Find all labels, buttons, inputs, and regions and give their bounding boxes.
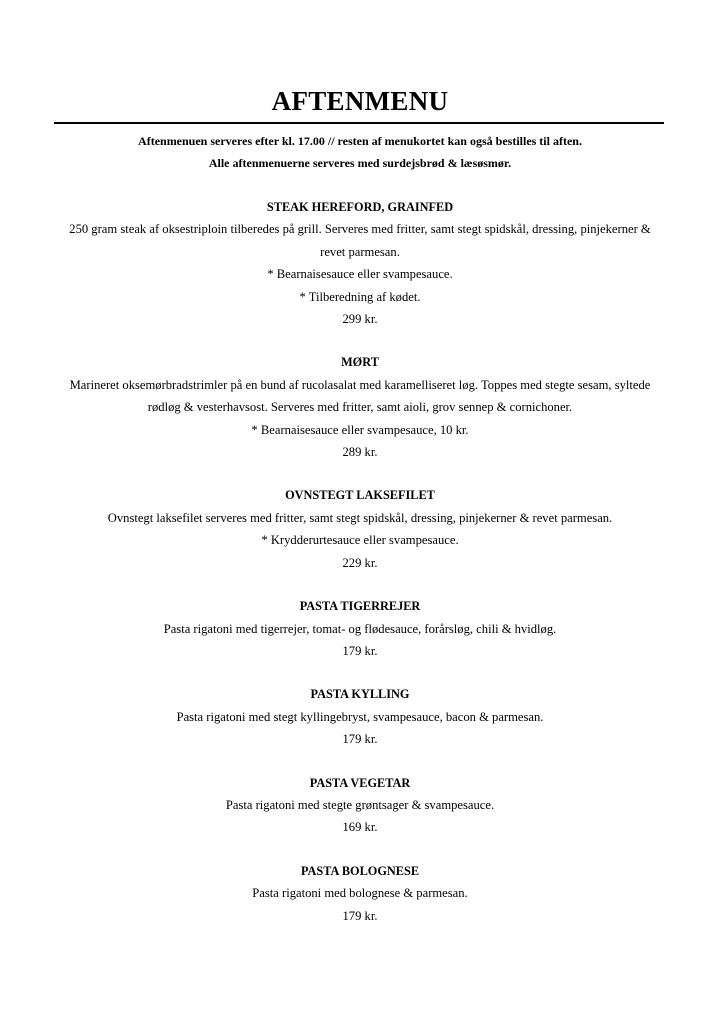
dish-description-line: * Bearnaisesauce eller svampesauce. bbox=[267, 267, 453, 282]
page-title: AFTENMENU bbox=[271, 86, 449, 116]
dish-price: 299 kr. bbox=[342, 312, 378, 327]
dish-description-line: Pasta rigatoni med bolognese & parmesan. bbox=[252, 886, 468, 901]
dish-description-line: * Bearnaisesauce eller svampesauce, 10 kr. bbox=[251, 422, 469, 437]
dish-item bbox=[54, 595, 666, 662]
dish-price: 179 kr. bbox=[342, 732, 378, 747]
dish-price: 289 kr. bbox=[342, 445, 378, 460]
dish-item bbox=[54, 351, 666, 463]
title-divider bbox=[54, 122, 664, 124]
dish-description-line: 250 gram steak af oksestriploin tilberedes på grill. Serveres med fritter, samt stegt spidskål, dressing, pinjekerner & bbox=[69, 222, 651, 237]
dish-description-line: Ovnstegt laksefilet serveres med fritter, samt stegt spidskål, dressing, pinjekerner & revet parmesan. bbox=[107, 510, 613, 525]
dish-price: 169 kr. bbox=[342, 820, 378, 835]
intro-text bbox=[0, 130, 720, 174]
dish-item bbox=[54, 196, 666, 330]
dish-name: MØRT bbox=[341, 355, 379, 370]
dish-description-line: Marineret oksemørbradstrimler på en bund af rucolasalat med karamelliseret løg. Toppes med stegte sesam, syltede bbox=[69, 377, 651, 392]
dish-item bbox=[54, 772, 666, 839]
dish-description-line: Pasta rigatoni med stegt kyllingebryst, svampesauce, bacon & parmesan. bbox=[176, 709, 544, 724]
intro-line: Aftenmenuen serveres efter kl. 17.00 // resten af menukortet kan også bestilles til aften. bbox=[138, 134, 582, 148]
dish-name: OVNSTEGT LAKSEFILET bbox=[285, 488, 435, 503]
dish-item bbox=[54, 484, 666, 574]
dish-description-line: Pasta rigatoni med tigerrejer, tomat- og flødesauce, forårsløg, chili & hvidløg. bbox=[163, 621, 557, 636]
dish-item bbox=[54, 683, 666, 750]
dish-name: PASTA TIGERREJER bbox=[299, 599, 421, 614]
dish-description-line: * Krydderurtesauce eller svampesauce. bbox=[261, 533, 459, 548]
dish-price: 179 kr. bbox=[342, 643, 378, 658]
dish-description-line: * Tilberedning af kødet. bbox=[299, 289, 421, 304]
dish-item bbox=[54, 860, 666, 927]
dish-description-line: revet parmesan. bbox=[320, 244, 400, 259]
intro-line: Alle aftenmenuerne serveres med surdejsbrød & læsøsmør. bbox=[208, 156, 512, 170]
dish-price: 179 kr. bbox=[342, 908, 378, 923]
dish-name: PASTA BOLOGNESE bbox=[300, 863, 420, 878]
dish-name: STEAK HEREFORD, GRAINFED bbox=[266, 200, 454, 214]
dish-description-line: Pasta rigatoni med stegte grøntsager & svampesauce. bbox=[225, 797, 495, 812]
dish-name: PASTA KYLLING bbox=[310, 687, 410, 702]
dish-list bbox=[54, 196, 666, 948]
dish-name: PASTA VEGETAR bbox=[309, 775, 411, 790]
dish-description-line: rødløg & vesterhavsost. Serveres med fritter, samt aioli, grov sennep & cornichoner. bbox=[147, 400, 573, 415]
dish-price: 229 kr. bbox=[342, 555, 378, 570]
